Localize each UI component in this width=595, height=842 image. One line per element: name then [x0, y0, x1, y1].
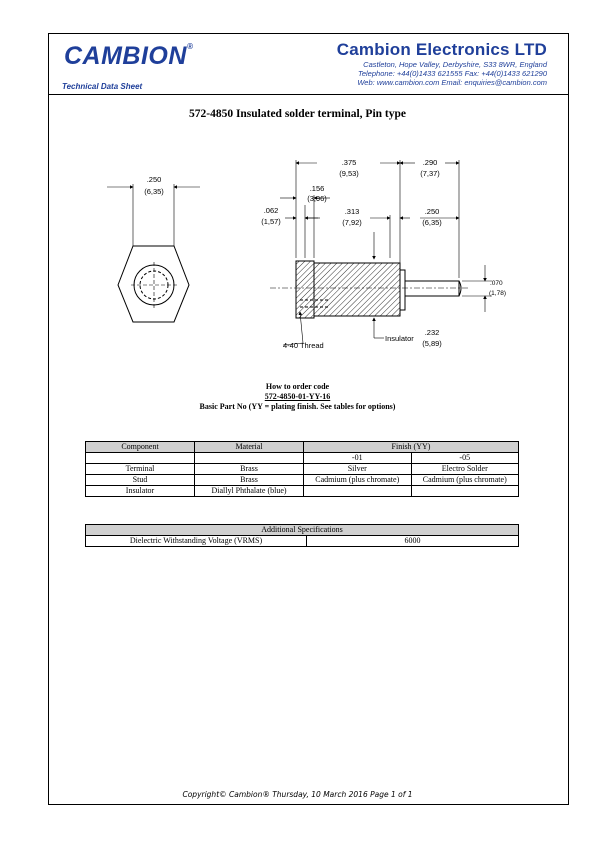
hex-end-view	[107, 184, 200, 322]
cell: 6000	[307, 536, 519, 547]
order-heading: How to order code	[265, 382, 330, 391]
cell	[304, 486, 412, 497]
order-code-section	[0, 382, 595, 412]
cell: Cadmium (plus chromate)	[411, 475, 519, 486]
dim-070-in: .070	[490, 280, 503, 287]
dim-062-mm: (1,57)	[261, 217, 281, 226]
table-row	[86, 536, 519, 547]
company-web: Web: www.cambion.com Email: enquiries@cambion.com	[357, 78, 547, 87]
dim-hex-mm: (6,35)	[144, 187, 164, 196]
cell: Stud	[86, 475, 195, 486]
dim-250-in: .250	[424, 207, 440, 216]
dim-290-in: .290	[422, 158, 438, 167]
additional-specs-table	[85, 524, 519, 547]
materials-table	[85, 441, 519, 497]
cell: Insulator	[86, 486, 195, 497]
table-header-row	[86, 442, 519, 453]
dim-375-mm: (9,53)	[339, 169, 359, 178]
cell: Electro Solder	[411, 464, 519, 475]
finish-code-05: -05	[411, 453, 519, 464]
company-address: Castleton, Hope Valley, Derbyshire, S33 8WR, England	[363, 60, 547, 69]
dim-250-mm: (6,35)	[422, 218, 442, 227]
table-header-row	[86, 525, 519, 536]
dim-290-mm: (7,37)	[420, 169, 440, 178]
header-component: Component	[86, 442, 195, 453]
cell: Silver	[304, 464, 412, 475]
dim-375-in: .375	[341, 158, 357, 167]
dim-232-mm: (5,89)	[422, 339, 442, 348]
table-row	[86, 475, 519, 486]
cell: Diallyl Phthalate (blue)	[195, 486, 304, 497]
cell: Dielectric Withstanding Voltage (VRMS)	[86, 536, 307, 547]
company-phone: Telephone: +44(0)1433 621555 Fax: +44(0)1433 621290	[357, 69, 547, 78]
cell: Cadmium (plus chromate)	[304, 475, 412, 486]
dim-232-in: .232	[424, 328, 440, 337]
company-name: Cambion Electronics LTD	[336, 40, 547, 59]
dim-156-in: .156	[309, 184, 325, 193]
dim-156-mm: (3,96)	[307, 194, 327, 203]
header-material: Material	[195, 442, 304, 453]
footer-copyright: Copyright© Cambion® Thursday, 10 March 2016 Page 1 of 1	[182, 790, 413, 799]
thread-label: 4-40 Thread	[283, 341, 324, 350]
order-code: 572-4850-01-YY-16	[264, 392, 331, 401]
dim-070-mm: (1,78)	[489, 290, 506, 297]
page-title: 572-4850 Insulated solder terminal, Pin type	[188, 108, 406, 120]
insulator-label: Insulator	[385, 334, 414, 343]
table-row	[86, 453, 519, 464]
dim-hex-in: .250	[146, 175, 162, 184]
dim-313-in: .313	[344, 207, 360, 216]
finish-code-01: -01	[304, 453, 412, 464]
cell: Terminal	[86, 464, 195, 475]
dim-313-mm: (7,92)	[342, 218, 362, 227]
dim-062-in: .062	[263, 206, 279, 215]
technical-data-sheet-label: Technical Data Sheet	[62, 82, 143, 91]
cambion-logo: CAMBION®	[64, 42, 194, 70]
header-finish: Finish (YY)	[304, 442, 519, 453]
table-row	[86, 464, 519, 475]
cell: Brass	[195, 475, 304, 486]
cell: Brass	[195, 464, 304, 475]
header-additional-specs: Additional Specifications	[86, 525, 519, 536]
table-row	[86, 486, 519, 497]
technical-drawing	[0, 0, 595, 380]
terminal-side-view	[270, 261, 470, 318]
cell	[411, 486, 519, 497]
order-note: Basic Part No (YY = plating finish. See tables for options)	[199, 402, 396, 411]
